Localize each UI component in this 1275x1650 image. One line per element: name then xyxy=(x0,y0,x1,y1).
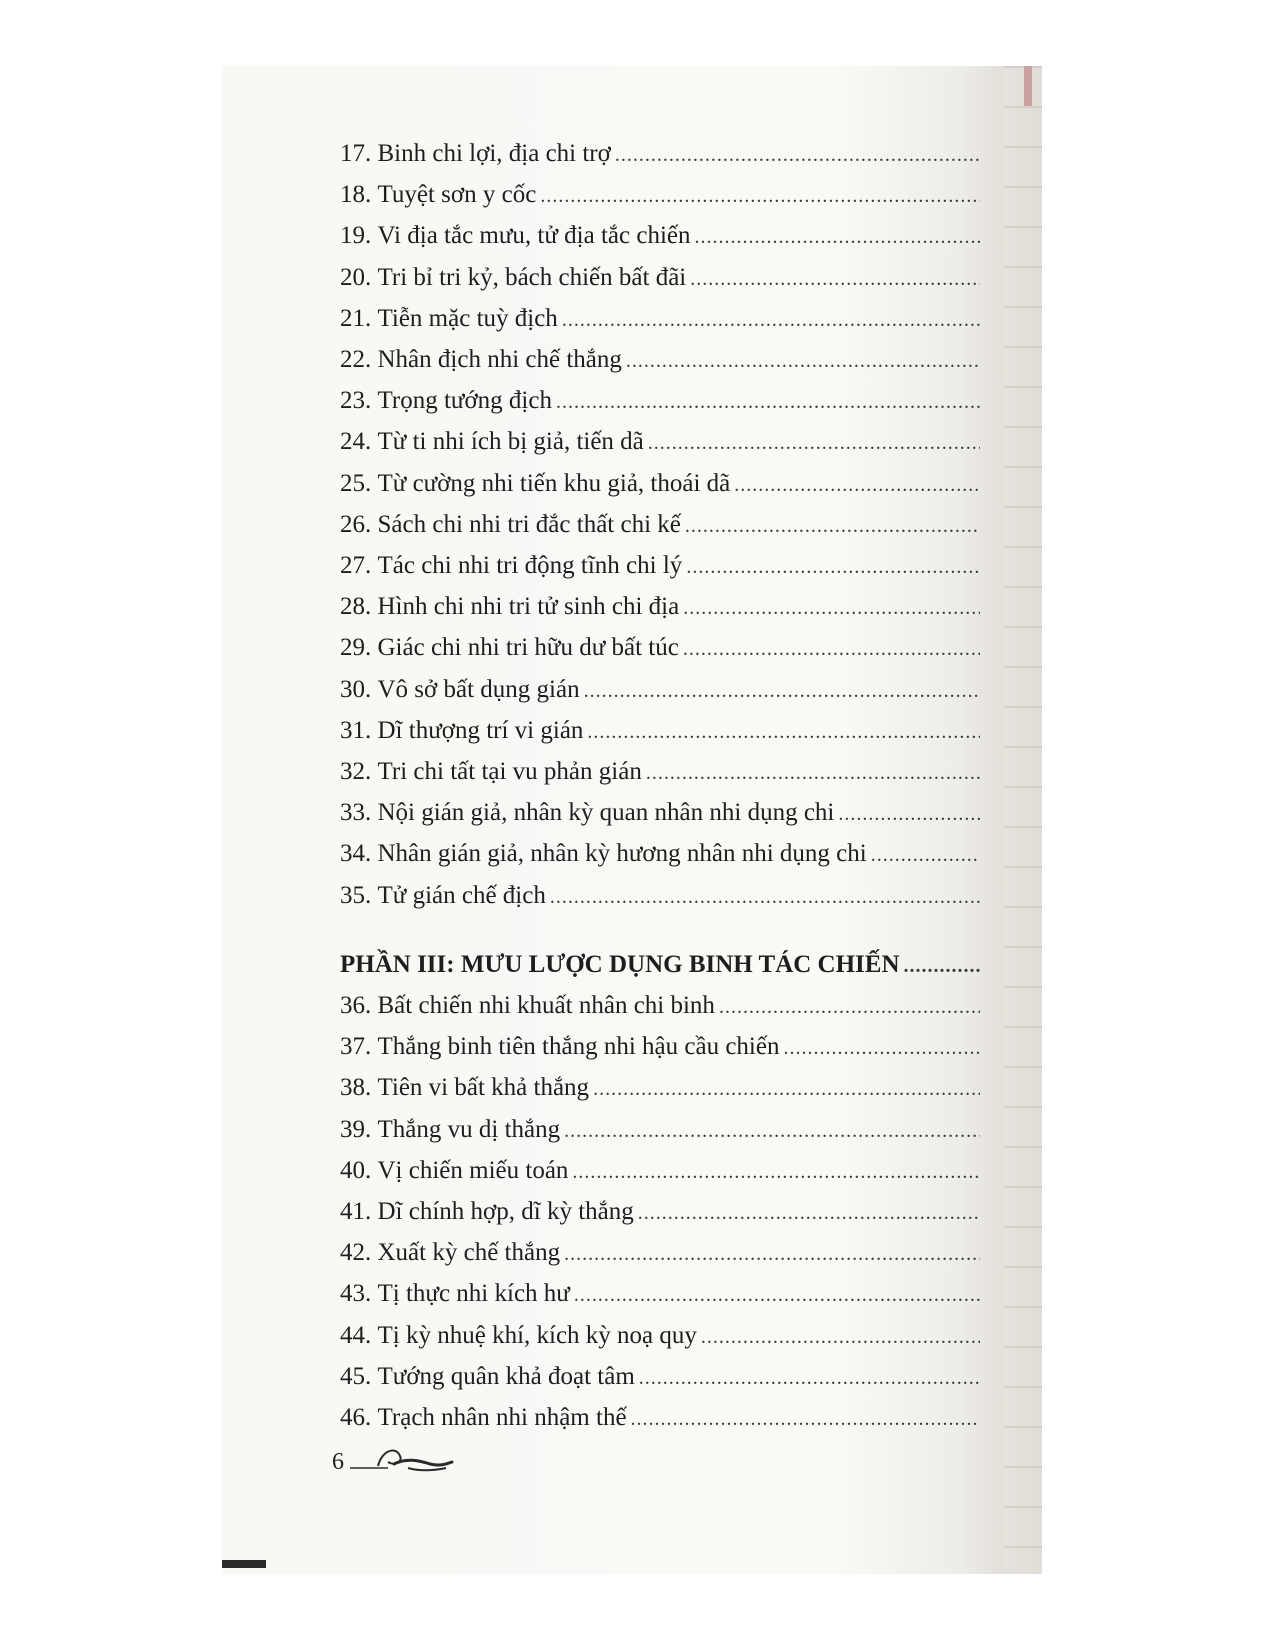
toc-entry xyxy=(340,752,980,793)
toc-entry-title: Dĩ chính hợp, dĩ kỳ thắng xyxy=(377,1198,634,1226)
toc-entry-number: 25. xyxy=(340,469,372,497)
toc-entry-title: Tri bỉ tri kỷ, bách chiến bất đãi xyxy=(377,263,687,291)
dot-leader xyxy=(584,672,980,711)
toc-entry-number: 29. xyxy=(340,634,372,662)
toc-entry-number: 24. xyxy=(340,428,372,456)
toc-entry-number: 27. xyxy=(340,552,372,580)
dot-leader xyxy=(638,1194,980,1233)
page-footer xyxy=(332,1438,458,1474)
toc-entry xyxy=(340,464,980,505)
toc-entry-number: 41. xyxy=(340,1198,372,1226)
toc-entry xyxy=(340,1151,980,1192)
toc-entry-number: 30. xyxy=(340,675,372,703)
toc-entry-number: 32. xyxy=(340,758,372,786)
dot-leader xyxy=(871,836,980,875)
toc-entry-title: Từ cường nhi tiến khu giả, thoái dã xyxy=(377,469,731,497)
toc-entry-number: 18. xyxy=(340,181,372,209)
toc-entry-title: Tuyệt sơn y cốc xyxy=(377,181,537,209)
toc-entry-title: Vị chiến miếu toán xyxy=(377,1156,569,1184)
toc-entry xyxy=(340,175,980,216)
dot-leader xyxy=(648,424,980,463)
toc-entry-number: 34. xyxy=(340,840,372,868)
toc-entry xyxy=(340,1233,980,1274)
dot-leader xyxy=(838,795,980,834)
dot-leader xyxy=(564,1112,980,1151)
book-page xyxy=(222,66,1042,1574)
toc-entry-number: 46. xyxy=(340,1404,372,1432)
part-label: PHẦN III: xyxy=(340,950,455,978)
toc-entry-title: Từ ti nhi ích bị giả, tiến dã xyxy=(377,428,644,456)
toc-entry xyxy=(340,505,980,546)
toc-entry-title: Trọng tướng địch xyxy=(377,387,552,415)
dot-leader xyxy=(904,947,980,986)
toc-entry xyxy=(340,1316,980,1357)
dot-leader xyxy=(639,1359,980,1398)
toc-entry xyxy=(340,628,980,669)
toc-entry-number: 19. xyxy=(340,222,372,250)
toc-entry-number: 36. xyxy=(340,992,372,1020)
toc-entry xyxy=(340,1192,980,1233)
toc-entry-number: 39. xyxy=(340,1115,372,1143)
dot-leader xyxy=(690,260,980,299)
page-number: 6 xyxy=(332,1449,344,1475)
toc-entry-title: Thắng binh tiên thắng nhi hậu cầu chiến xyxy=(377,1033,780,1061)
toc-entry-title: Tiên vi bất khả thắng xyxy=(377,1074,590,1102)
toc-entry-title: Trạch nhân nhi nhậm thế xyxy=(377,1404,627,1432)
part-title: MƯU LƯỢC DỤNG BINH TÁC CHIẾN xyxy=(460,950,900,978)
toc-entry-title: Hình chi nhi tri tử sinh chi địa xyxy=(377,593,680,621)
dot-leader xyxy=(695,218,981,257)
dot-leader xyxy=(783,1029,980,1068)
toc-entry-title: Vô sở bất dụng gián xyxy=(377,675,580,703)
toc-entry-title: Nhân gián giả, nhân kỳ hương nhân nhi dụng chi xyxy=(377,840,867,868)
toc-entry-title: Giác chi nhi tri hữu dư bất túc xyxy=(377,634,679,662)
toc-entry-title: Tử gián chế địch xyxy=(377,881,546,909)
toc-entry-number: 20. xyxy=(340,263,372,291)
toc-entry-title: Nhân địch nhi chế thắng xyxy=(377,346,622,374)
toc-entry xyxy=(340,587,980,628)
toc-entry-title: Vi địa tắc mưu, tử địa tắc chiến xyxy=(377,222,691,250)
toc-entry xyxy=(340,711,980,752)
toc-entry-number: 28. xyxy=(340,593,372,621)
toc-entry xyxy=(340,793,980,834)
toc-entry-title: Xuất kỳ chế thắng xyxy=(377,1239,561,1267)
book-edge-mark xyxy=(1024,66,1032,106)
toc-entry xyxy=(340,1357,980,1398)
toc-entry-number: 26. xyxy=(340,510,372,538)
toc-entry xyxy=(340,422,980,463)
toc-entry-number: 35. xyxy=(340,881,372,909)
dot-leader xyxy=(631,1400,980,1439)
dot-leader xyxy=(556,383,980,422)
toc-entry-number: 31. xyxy=(340,716,372,744)
toc-entry-title: Sách chi nhi tri đắc thất chi kế xyxy=(377,510,681,538)
toc-entry-number: 43. xyxy=(340,1280,372,1308)
toc-entry-number: 23. xyxy=(340,387,372,415)
toc-entry-number: 40. xyxy=(340,1156,372,1184)
dot-leader xyxy=(734,466,980,505)
toc-entry xyxy=(340,546,980,587)
toc-section-a xyxy=(340,134,980,917)
dot-leader xyxy=(540,177,980,216)
toc-entry-title: Tị kỳ nhuệ khí, kích kỳ noạ quy xyxy=(377,1321,697,1349)
dot-leader xyxy=(587,713,980,752)
toc-part-heading xyxy=(340,945,980,986)
toc-entry-title: Tướng quân khả đoạt tâm xyxy=(377,1362,635,1390)
toc-entry xyxy=(340,258,980,299)
toc-entry-number: 17. xyxy=(340,140,372,167)
toc-entry-title: Tiễn mặc tuỳ địch xyxy=(377,304,558,332)
toc-entry-title: Thắng vu dị thắng xyxy=(377,1115,561,1143)
toc-entry xyxy=(340,1110,980,1151)
toc-entry-title: Tị thực nhi kích hư xyxy=(377,1280,570,1308)
toc-entry-number: 44. xyxy=(340,1321,372,1349)
table-of-contents xyxy=(340,134,980,1439)
toc-entry-title: Bất chiến nhi khuất nhân chi binh xyxy=(377,992,715,1020)
toc-section-b xyxy=(340,986,980,1439)
dot-leader xyxy=(686,548,980,587)
toc-entry-number: 21. xyxy=(340,304,372,332)
toc-entry xyxy=(340,670,980,711)
toc-entry-number: 37. xyxy=(340,1033,372,1061)
dot-leader xyxy=(550,878,980,917)
page-edge-shadow xyxy=(1004,66,1042,1574)
toc-entry xyxy=(340,876,980,917)
toc-entry-title: Dĩ thượng trí vi gián xyxy=(377,716,584,744)
dot-leader xyxy=(572,1153,980,1192)
dot-leader xyxy=(593,1070,980,1109)
toc-entry-number: 33. xyxy=(340,799,372,827)
toc-entry-number: 22. xyxy=(340,346,372,374)
toc-entry xyxy=(340,1398,980,1439)
toc-entry xyxy=(340,834,980,875)
toc-entry xyxy=(340,1027,980,1068)
toc-entry xyxy=(340,381,980,422)
dot-leader xyxy=(685,507,980,546)
cover-corner-mark xyxy=(222,1560,266,1568)
toc-entry xyxy=(340,1274,980,1315)
toc-entry xyxy=(340,134,980,175)
toc-entry-title: Tác chi nhi tri động tĩnh chi lý xyxy=(377,552,683,580)
dot-leader xyxy=(562,301,980,340)
brush-ornament-icon xyxy=(348,1438,458,1474)
toc-entry-title: Tri chi tất tại vu phản gián xyxy=(377,758,642,786)
dot-leader xyxy=(646,754,980,793)
toc-entry-title: Binh chi lợi, địa chi trợ xyxy=(377,140,611,167)
toc-entry xyxy=(340,299,980,340)
dot-leader xyxy=(683,630,980,669)
toc-entry-title: Nội gián giả, nhân kỳ quan nhân nhi dụng chi xyxy=(377,799,835,827)
toc-entry-number: 38. xyxy=(340,1074,372,1102)
toc-entry-number: 42. xyxy=(340,1239,372,1267)
toc-entry xyxy=(340,216,980,257)
dot-leader xyxy=(574,1276,980,1315)
toc-entry xyxy=(340,986,980,1027)
dot-leader xyxy=(626,342,980,381)
dot-leader xyxy=(701,1318,980,1357)
dot-leader xyxy=(683,589,980,628)
toc-entry-number: 45. xyxy=(340,1362,372,1390)
toc-entry xyxy=(340,1068,980,1109)
dot-leader xyxy=(719,988,980,1027)
dot-leader xyxy=(615,136,980,175)
dot-leader xyxy=(564,1235,980,1274)
toc-entry xyxy=(340,340,980,381)
